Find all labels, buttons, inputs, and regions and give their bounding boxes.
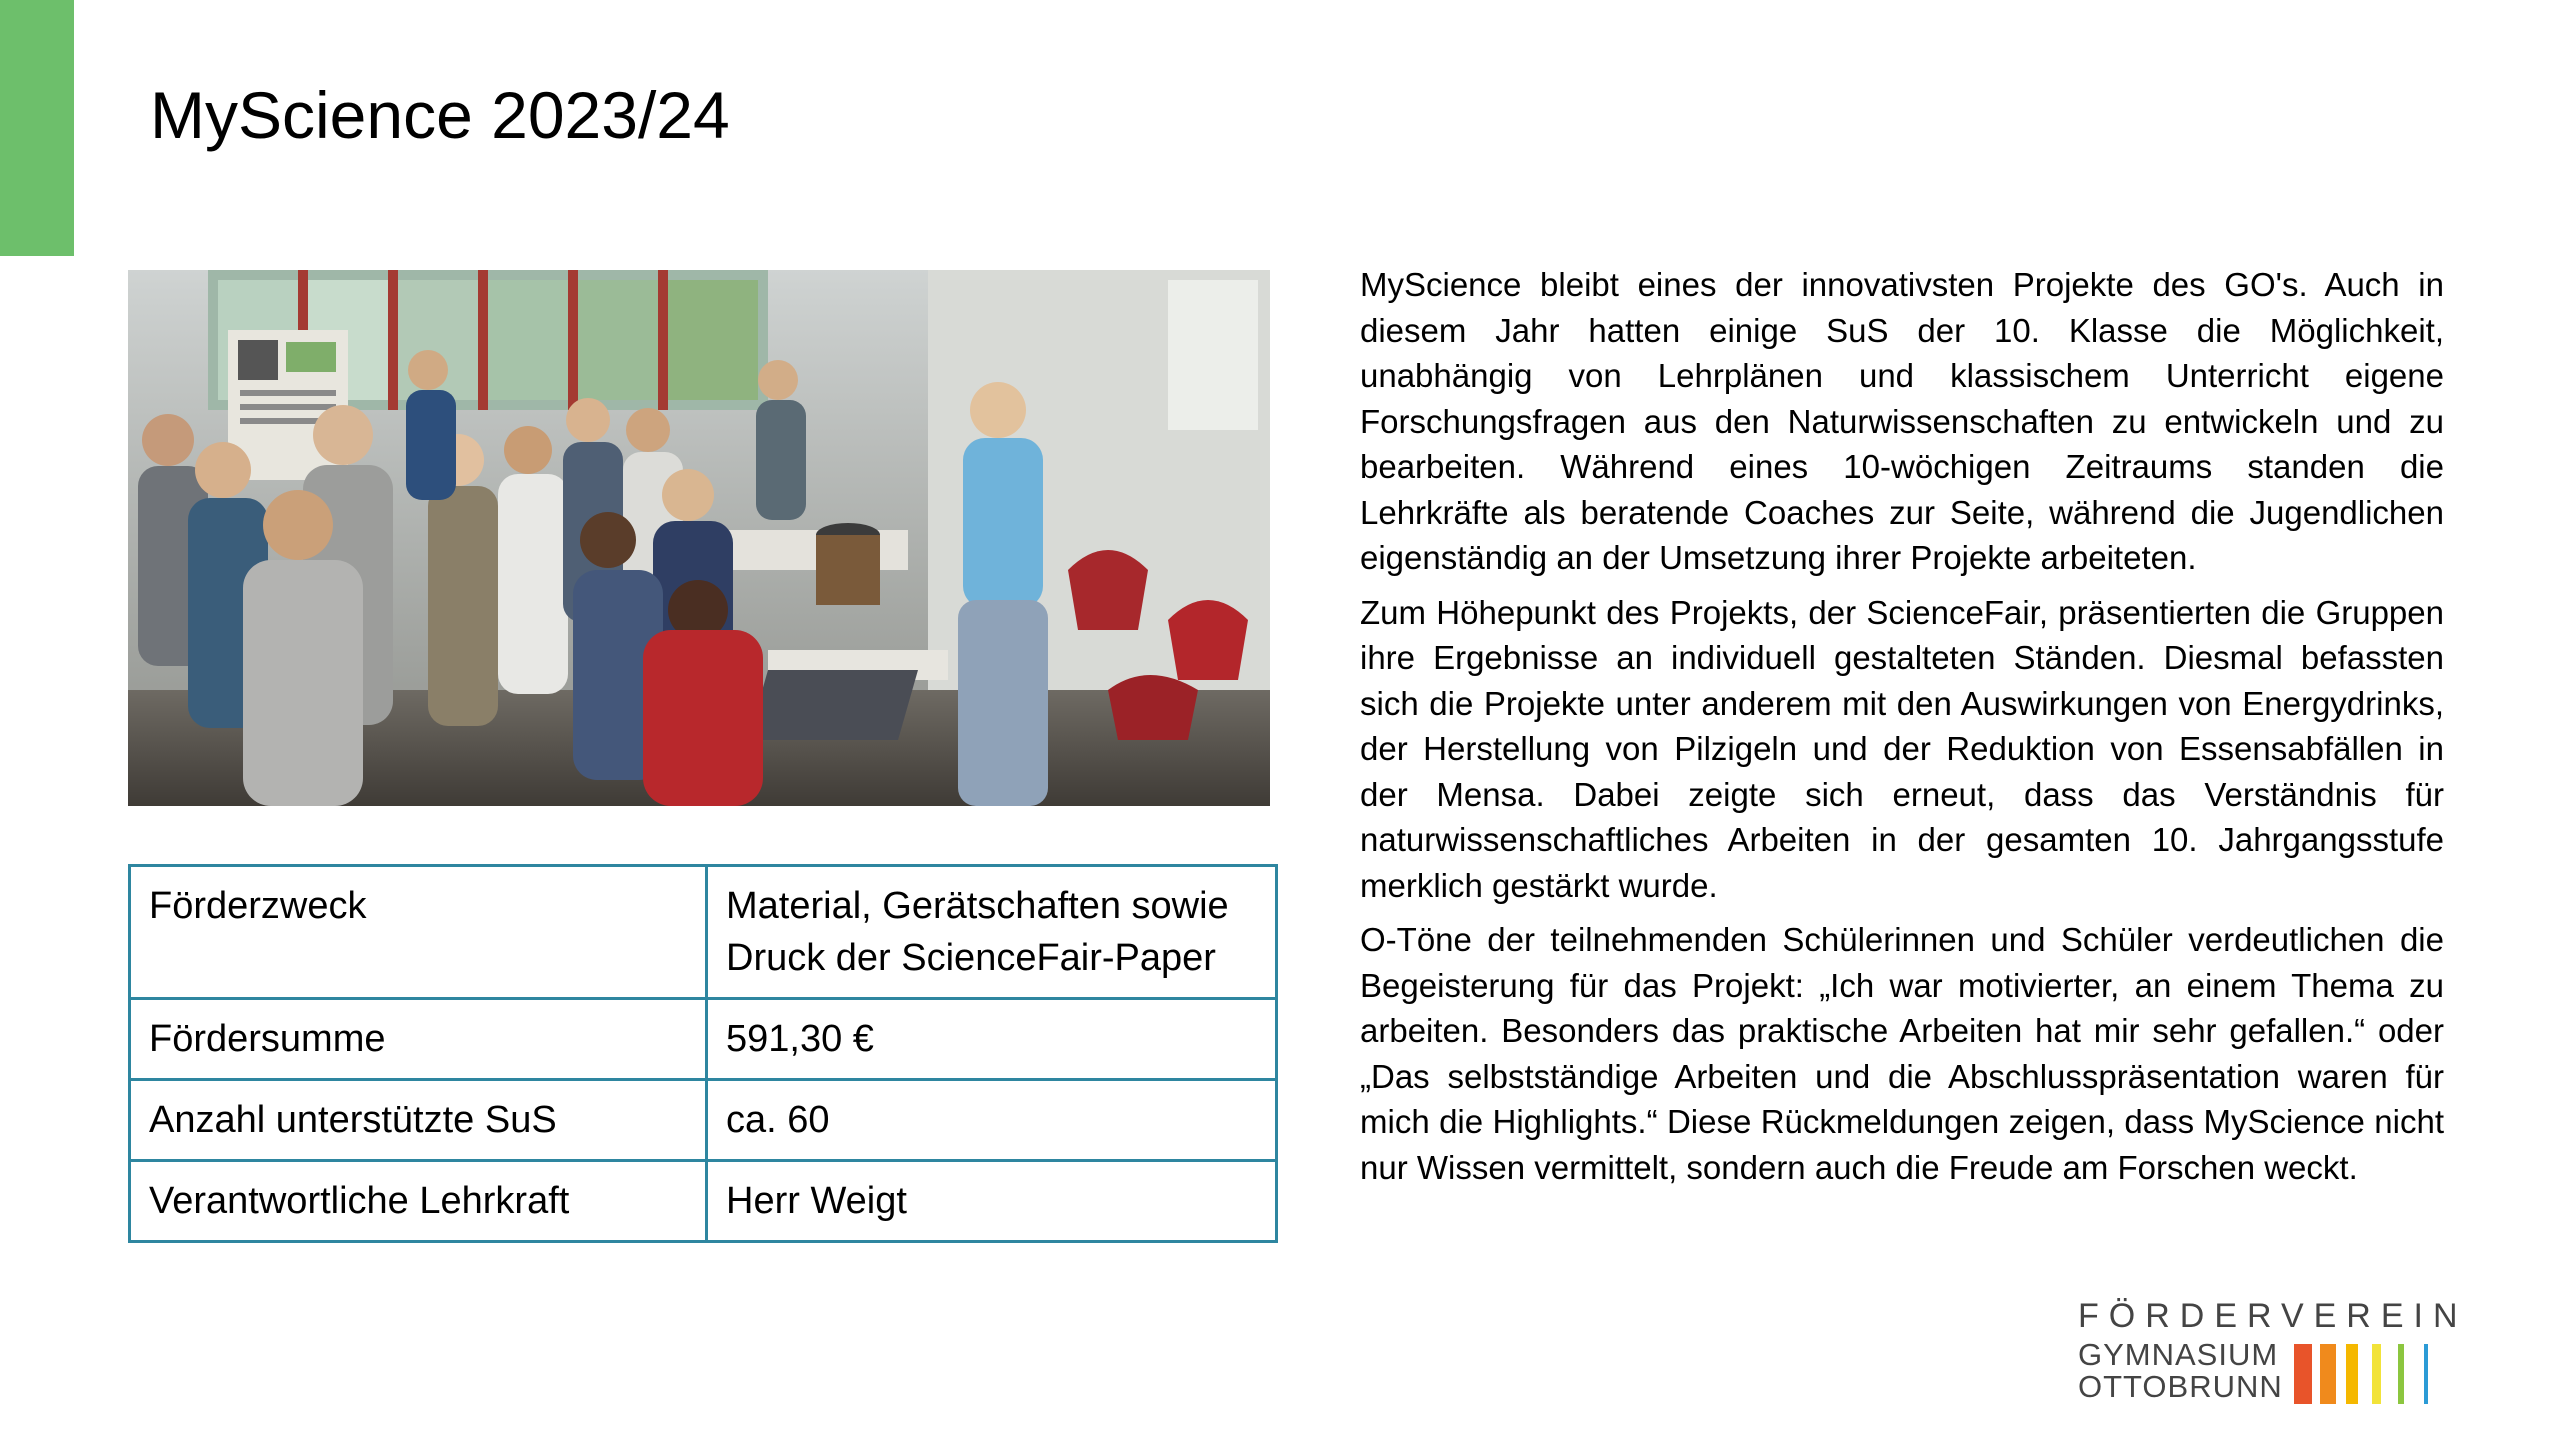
table-value-cell: 591,30 € xyxy=(707,999,1277,1080)
paragraph: Zum Höhepunkt des Projekts, der ScienceFair, präsentierten die Gruppen ihre Ergebnisse an individuell gestalteten Ständen. Diesmal befassten sich die Projekte unter anderem mit den Auswirkungen von Energydrinks, der Herstellung von Pilzigeln und der Reduktion von Essensabfällen in der Mensa. Dabei zeigte sich erneut, dass das Verständnis für naturwissenschaftliches Arbeiten in der gesamten 10. Jahrgangsstufe merklich gestärkt wurde. xyxy=(1360,593,2444,904)
table-label-cell: Fördersumme xyxy=(130,999,707,1080)
table-row xyxy=(130,1080,1277,1161)
table-label-cell: Förderzweck xyxy=(130,866,707,999)
table-value-cell: Material, Gerätschaften sowie Druck der ScienceFair-Paper xyxy=(707,866,1277,999)
table-value-cell: ca. 60 xyxy=(707,1080,1277,1161)
table-row xyxy=(130,866,1277,999)
slide-title: MyScience 2023/24 xyxy=(150,78,730,152)
accent-bar xyxy=(0,0,74,256)
table-label-cell: Anzahl unterstützte SuS xyxy=(130,1080,707,1161)
logo-stripe xyxy=(2372,1344,2381,1404)
paragraph: O-Töne der teilnehmenden Schülerinnen und Schüler verdeutlichen die Begeisterung für das Projekt: „Ich war motivierter, an einem Thema zu arbeiten. Besonders das praktische Arbeiten hat mir sehr gefallen.“ oder „Das selbstständige Arbeiten und die Abschlusspräsentation waren für mich die Highlights.“ Diese Rückmeldungen zeigen, dass MyScience nicht nur Wissen vermittelt, sondern auch die Freude am Forschen weckt. xyxy=(1360,921,2444,1186)
logo-line-gymnasium: GYMNASIUM xyxy=(2078,1337,2279,1372)
body-text xyxy=(1360,262,2444,1199)
logo-stripe xyxy=(2424,1344,2428,1404)
funding-info-table xyxy=(128,864,1278,1243)
foerderverein-logo xyxy=(2078,1296,2468,1408)
table-row xyxy=(130,1161,1277,1242)
logo-stripes-icon xyxy=(2294,1344,2474,1404)
logo-title: FÖRDERVEREIN xyxy=(2078,1297,2468,1335)
logo-line-ottobrunn: OTTOBRUNN xyxy=(2078,1369,2283,1404)
classroom-photo xyxy=(128,270,1270,806)
paragraph: MyScience bleibt eines der innovativsten Projekte des GO's. Auch in diesem Jahr hatten einige SuS der 10. Klasse die Möglichkeit, unabhängig von Lehrplänen und klassischem Unterricht eigene Forschungsfragen aus den Naturwissenschaften zu entwickeln und zu bearbeiten. Während eines 10-wöchigen Zeitraums standen die Lehrkräfte als beratende Coaches zur Seite, während die Jugendlichen eigenständig an der Umsetzung ihrer Projekte arbeiteten. xyxy=(1360,266,2444,576)
logo-stripe xyxy=(2320,1344,2336,1404)
logo-stripe xyxy=(2346,1344,2358,1404)
classroom-photo-illustration xyxy=(128,270,1270,806)
table-value-cell: Herr Weigt xyxy=(707,1161,1277,1242)
table-row xyxy=(130,999,1277,1080)
logo-stripe xyxy=(2398,1344,2404,1404)
logo-stripe xyxy=(2294,1344,2312,1404)
table-label-cell: Verantwortliche Lehrkraft xyxy=(130,1161,707,1242)
